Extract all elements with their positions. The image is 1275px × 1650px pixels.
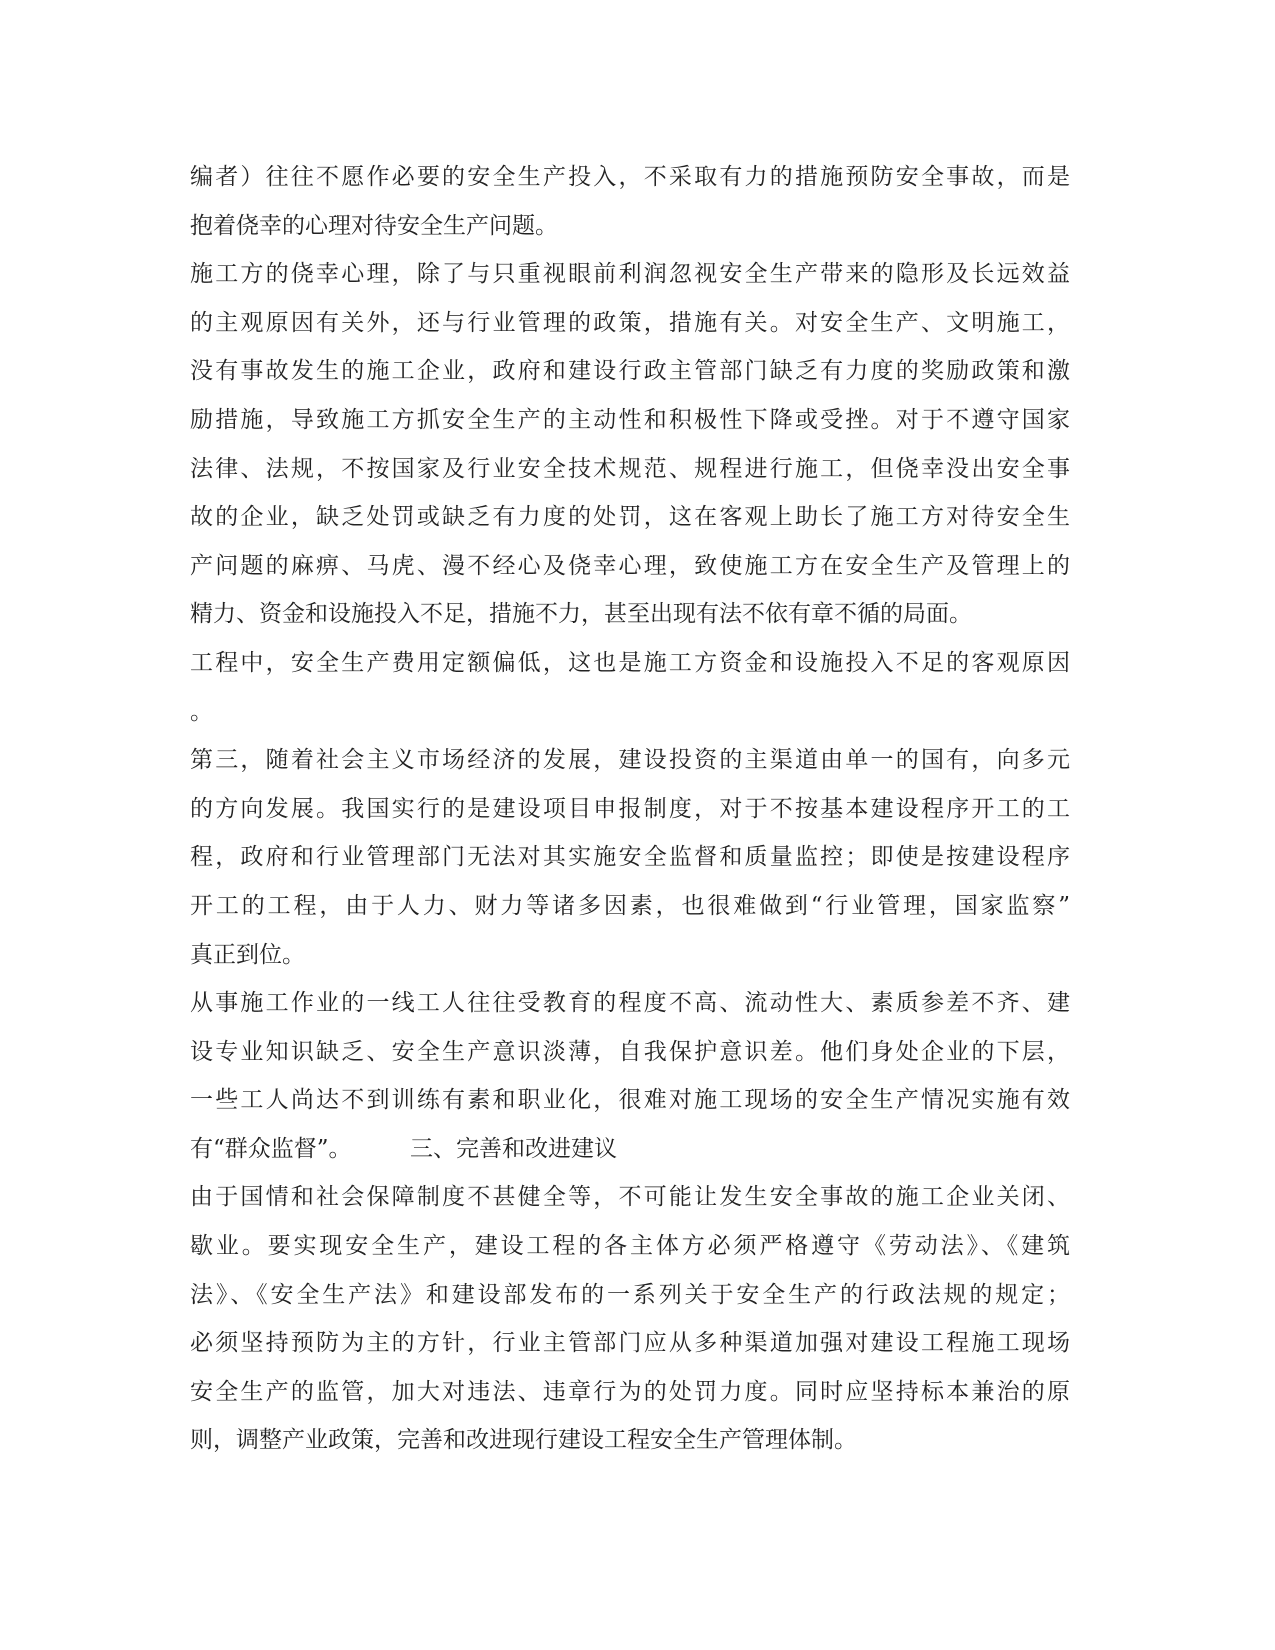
text-line: 施工方的侥幸心理，除了与只重视眼前利润忽视安全生产带来的隐形及长远效益 [190,261,1070,288]
text-line: 编者）往往不愿作必要的安全生产投入，不采取有力的措施预防安全事故，而是 [190,164,1070,190]
text-line: 由于国情和社会保障制度不甚健全等，不可能让发生安全事故的施工企业关闭、 [190,1184,1070,1211]
text-line: 故的企业，缺乏处罚或缺乏有力度的处罚，这在客观上助长了施工方对待安全生 [190,504,1070,531]
text-line: 没有事故发生的施工企业，政府和建设行政主管部门缺乏有力度的奖励政策和激 [190,358,1070,385]
text-line: 产问题的麻痹、马虎、漫不经心及侥幸心理，致使施工方在安全生产及管理上的 [190,552,1070,579]
text-line: 设专业知识缺乏、安全生产意识淡薄，自我保护意识差。他们身处企业的下层， [190,1038,1070,1065]
text-line: 真正到位。 [190,941,305,968]
text-line: 必须坚持预防为主的方针，行业主管部门应从多种渠道加强对建设工程施工现场 [190,1330,1070,1357]
text-line: 第三，随着社会主义市场经济的发展，建设投资的主渠道由单一的国有，向多元 [190,747,1070,774]
text-line: 的主观原因有关外，还与行业管理的政策，措施有关。对安全生产、文明施工， [190,309,1070,336]
text-line: 一些工人尚达不到训练有素和职业化，很难对施工现场的安全生产情况实施有效 [190,1087,1070,1114]
text-line: 程，政府和行业管理部门无法对其实施安全监督和质量监控；即使是按建设程序 [190,844,1070,871]
text-line: 从事施工作业的一线工人往往受教育的程度不高、流动性大、素质参差不齐、建 [190,990,1070,1017]
text-line: 安全生产的监管，加大对违法、违章行为的处罚力度。同时应坚持标本兼治的原 [190,1378,1070,1405]
text-line: 励措施，导致施工方抓安全生产的主动性和积极性下降或受挫。对于不遵守国家 [190,406,1070,433]
text-line: 精力、资金和设施投入不足，措施不力，甚至出现有法不依有章不循的局面。 [190,601,972,628]
text-line: 开工的工程，由于人力、财力等诸多因素，也很难做到“行业管理，国家监察” [190,892,1070,919]
text-line: 法》、《安全生产法》和建设部发布的一系列关于安全生产的行政法规的规定； [190,1281,1070,1308]
text-line: 则，调整产业政策，完善和改进现行建设工程安全生产管理体制。 [190,1427,857,1454]
text-line: 的方向发展。我国实行的是建设项目申报制度，对于不按基本建设程序开工的工 [190,795,1070,822]
text-line: 歇业。要实现安全生产，建设工程的各主体方必须严格遵守《劳动法》、《建筑 [190,1233,1070,1260]
body-text [190,153,1070,1465]
text-line: 法律、法规，不按国家及行业安全技术规范、规程进行施工，但侥幸没出安全事 [190,455,1070,482]
text-line: 有“群众监督”。 三、完善和改进建议 [190,1135,618,1162]
text-line: 工程中，安全生产费用定额偏低，这也是施工方资金和设施投入不足的客观原因 [190,649,1070,676]
text-line: 。 [190,698,213,725]
text-line: 抱着侥幸的心理对待安全生产问题。 [190,212,558,239]
